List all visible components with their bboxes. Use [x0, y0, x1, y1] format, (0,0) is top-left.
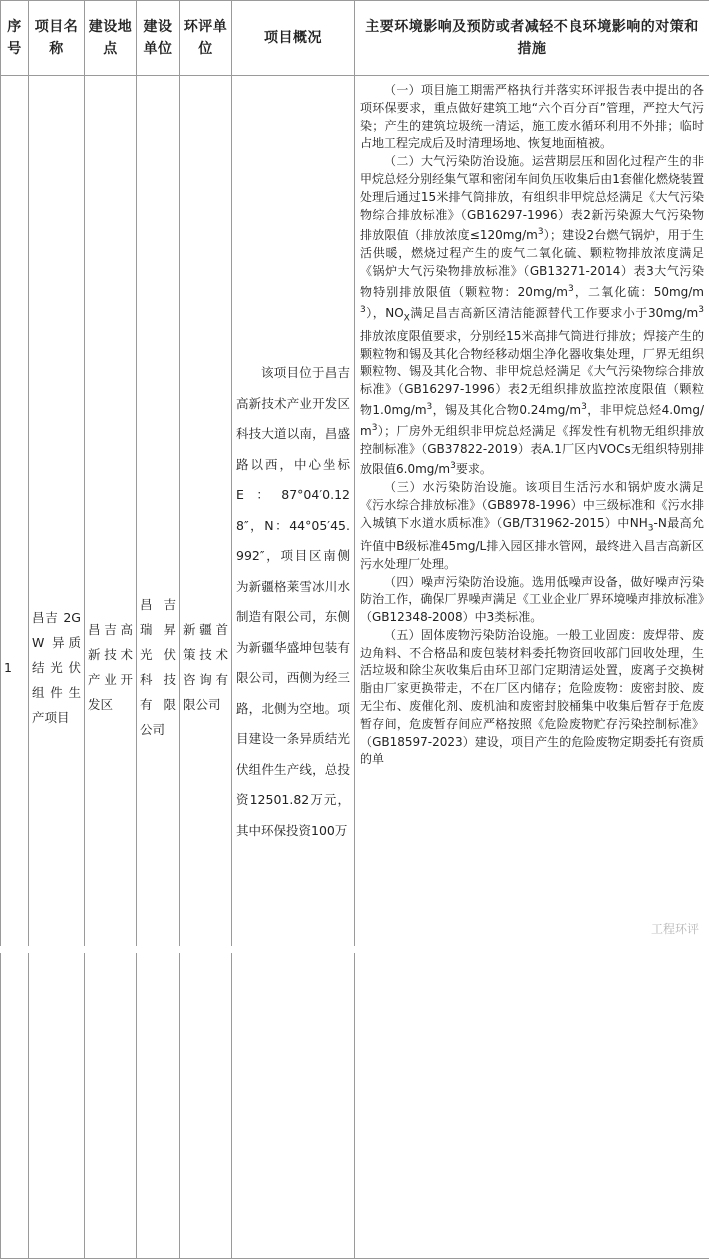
measure-solid-waste: （五）固体废物污染防治设施。一般工业固废：废焊带、废边角料、不合格品和废包装材料委托物资回收部门回收处理，生活垃圾和除尘灰收集后由环卫部门定期清运处置，废离子交换树脂由厂家更换带走，不在厂区内储存；危险废物：废密封胶、废无尘布、废催化剂、废机油和废密封胶桶集中收集后暂存于危废暂存间，危废暂存间应严格按照《危险废物贮存污染控制标准》（GB18597-2023）建设，项目产生的危险废物定期委托有资质的单: [360, 627, 704, 769]
header-builder: 建设单位: [137, 1, 180, 76]
measure-construction: （一）项目施工期需严格执行并落实环评报告表中提出的各项环保要求，重点做好建筑工地“六个百分百”管理，严控大气污染；产生的建筑垃圾统一清运，施工废水循环利用不外排；临时占地工程完成后及时清理场地、恢复地面植被。: [360, 82, 704, 153]
table-row: [1, 76, 709, 1259]
header-row: [1, 1, 709, 76]
cell-seq: 1: [1, 76, 29, 1259]
watermark: 工程环评: [651, 920, 699, 937]
header-location: 建设地点: [85, 1, 137, 76]
cell-overview: 该项目位于昌吉高新技术产业开发区科技大道以南，昌盛路以西，中心坐标E：87°04′0.128″，N：44°05′45.992″，项目区南侧为新疆格莱雪冰川水制造有限公司，东侧为新疆华盛坤包装有限公司，西侧为经三路，北侧为空地。项目建设一条异质结光伏组件生产线，总投资12501.82万元，其中环保投资100万: [232, 76, 355, 1259]
cell-eia-unit: 新疆首策技术咨询有限公司: [180, 76, 232, 1259]
measure-air: （二）大气污染防治设施。运营期层压和固化过程产生的非甲烷总烃分别经集气罩和密闭车间负压收集后由1套催化燃烧装置处理后通过15米排气筒排放，有组织非甲烷总烃满足《大气污染物综合排放标准》（GB16297-1996）表2新污染源大气污染物排放限值（排放浓度$\le 120mg/m^3$）；建设2台燃气锅炉，用于生活供暖，燃烧过程产生的废气二氧化硫、颗粒物排放浓度满足《锅炉大气污染物排放标准》（GB13271-2014）表3大气污染物特别排放限值（颗粒物：$20mg/m^3$，二氧化硫：$50mg/m^3$），$NO_X$满足昌吉高新区清洁能源替代工作要求小于$30mg/m^3$排放浓度限值要求，分别经15米高排气筒进行排放；焊接产生的颗粒物和锡及其化合物经移动烟尘净化器收集处理，厂界无组织颗粒物、锡及其化合物、非甲烷总烃满足《大气污染物综合排放标准》（GB16297-1996）表2无组织排放监控浓度限值（颗粒物$1.0mg/m^3$，锡及其化合物$0.24mg/m^3$，非甲烷总烃$4.0mg/m^3$）；厂房外无组织非甲烷总烃满足《挥发性有机物无组织排放控制标准》（GB37822-2019）表A.1厂区内VOCs无组织特别排放限值$6.0mg/m^3$要求。: [360, 153, 704, 479]
header-measures: 主要环境影响及预防或者减轻不良环境影响的对策和措施: [355, 1, 709, 76]
cell-project-name: 昌吉 2GW 异质结光伏组件生产项目: [29, 76, 85, 1259]
header-name: 项目名称: [29, 1, 85, 76]
header-overview: 项目概况: [232, 1, 355, 76]
header-seq: 序号: [1, 1, 29, 76]
cell-location: 昌吉高新技术产业开发区: [85, 76, 137, 1259]
header-eia-unit: 环评单位: [180, 1, 232, 76]
cell-builder: 昌吉瑞昇光伏科技有限公司: [137, 76, 180, 1259]
measure-water: （三）水污染防治设施。该项目生活污水和锅炉废水满足《污水综合排放标准》（GB8978-1996）中三级标准和《污水排入城镇下水道水质标准》（GB/T31962-2015）中$NH_3-N$最高允许值中B级标准45mg/L排入园区排水管网，最终进入昌吉高新区污水处理厂处理。: [360, 479, 704, 573]
cell-measures: [355, 76, 709, 1259]
measure-noise: （四）噪声污染防治设施。选用低噪声设备，做好噪声污染防治工作，确保厂界噪声满足《工业企业厂界环境噪声排放标准》（GB12348-2008）中3类标准。: [360, 574, 704, 627]
page-bottom-edge: [0, 946, 709, 953]
